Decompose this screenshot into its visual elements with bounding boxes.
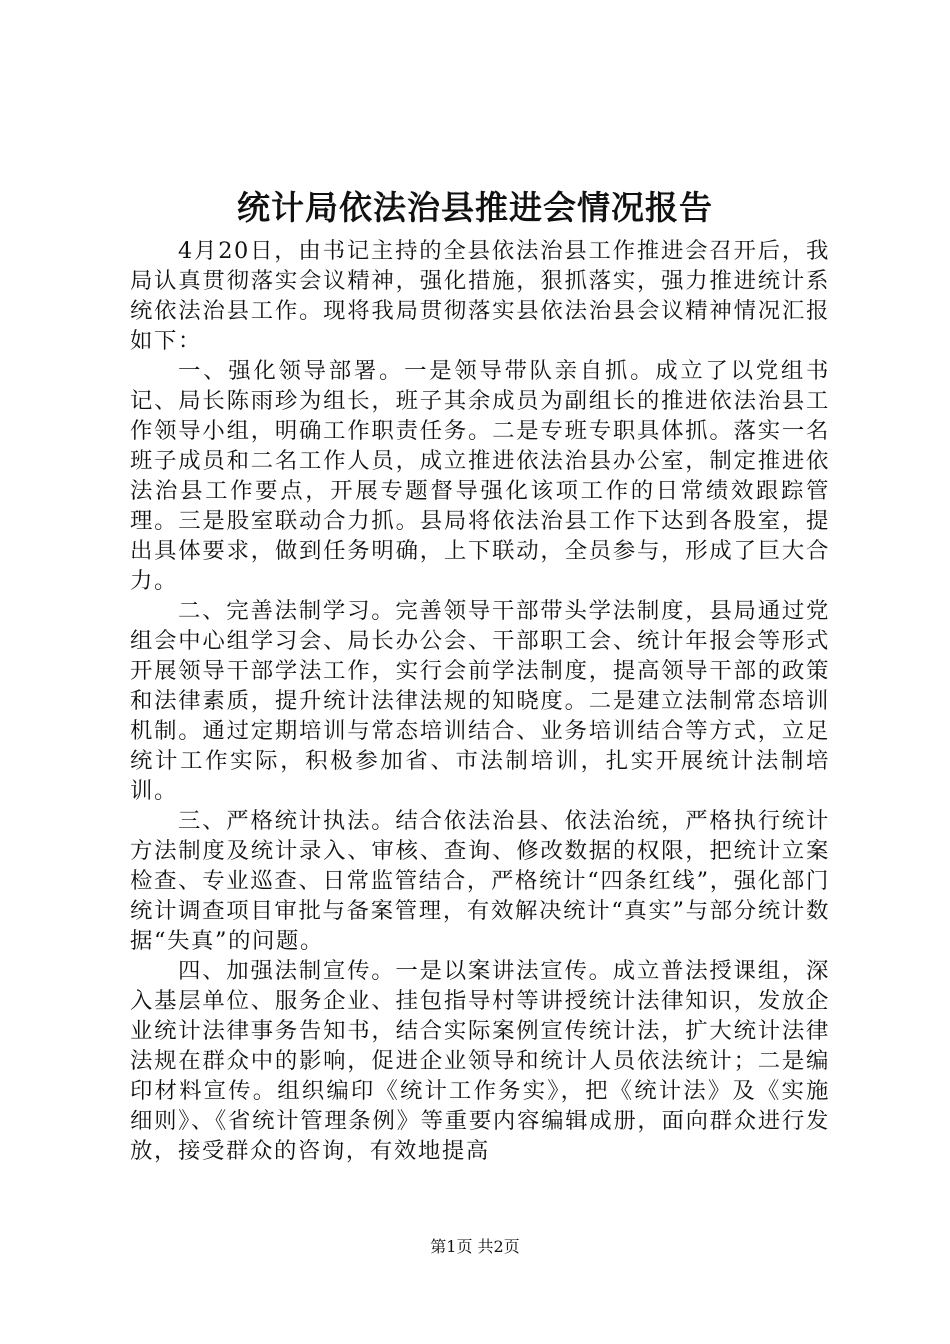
paragraph-intro: 4月20日，由书记主持的全县依法治县工作推进会召开后，我局认真贯彻落实会议精神，强化措施，狠抓落实，强力推进统计系统依法治县工作。现将我局贯彻落实县依法治县会议精神情况汇报如下：: [130, 238, 830, 354]
paragraph-section-3: 三、严格统计执法。结合依法治县、依法治统，严格执行统计方法制度及统计录入、审核、查询、修改数据的权限，把统计立案检查、专业巡查、日常监管结合，严格统计“四条红线”，强化部门统计调查项目审批与备案管理，有效解决统计“真实”与部分统计数据“失真”的问题。: [130, 808, 830, 954]
paragraph-section-4: 四、加强法制宣传。一是以案讲法宣传。成立普法授课组，深入基层单位、服务企业、挂包指导村等讲授统计法律知识，发放企业统计法律事务告知书，结合实际案例宣传统计法，扩大统计法律法规在群众中的影响，促进企业领导和统计人员依法统计；二是编印材料宣传。组织编印《统计工作务实》，把《统计法》及《实施细则》、《省统计管理条例》等重要内容编辑成册，面向群众进行发放，接受群众的咨询，有效地提高: [130, 958, 830, 1164]
document-title: 统计局依法治县推进会情况报告: [237, 188, 713, 227]
paragraph-section-2: 二、完善法制学习。完善领导干部带头学法制度，县局通过党组会中心组学习会、局长办公会、干部职工会、统计年报会等形式开展领导干部学法工作，实行会前学法制度，提高领导干部的政策和法律素质，提升统计法律法规的知晓度。二是建立法制常态培训机制。通过定期培训与常态培训结合、业务培训结合等方式，立足统计工作实际，积极参加省、市法制培训，扎实开展统计法制培训。: [130, 598, 830, 804]
page-number-footer: 第1页 共2页: [430, 1237, 520, 1256]
paragraph-section-1: 一、强化领导部署。一是领导带队亲自抓。成立了以党组书记、局长陈雨珍为组长，班子其余成员为副组长的推进依法治县工作领导小组，明确工作职责任务。二是专班专职具体抓。落实一名班子成员和二名工作人员，成立推进依法治县办公室，制定推进依法治县工作要点，开展专题督导强化该项工作的日常绩效跟踪管理。三是股室联动合力抓。县局将依法治县工作下达到各股室，提出具体要求，做到任务明确，上下联动，全员参与，形成了巨大合力。: [130, 358, 830, 594]
document-body: [130, 236, 830, 1166]
